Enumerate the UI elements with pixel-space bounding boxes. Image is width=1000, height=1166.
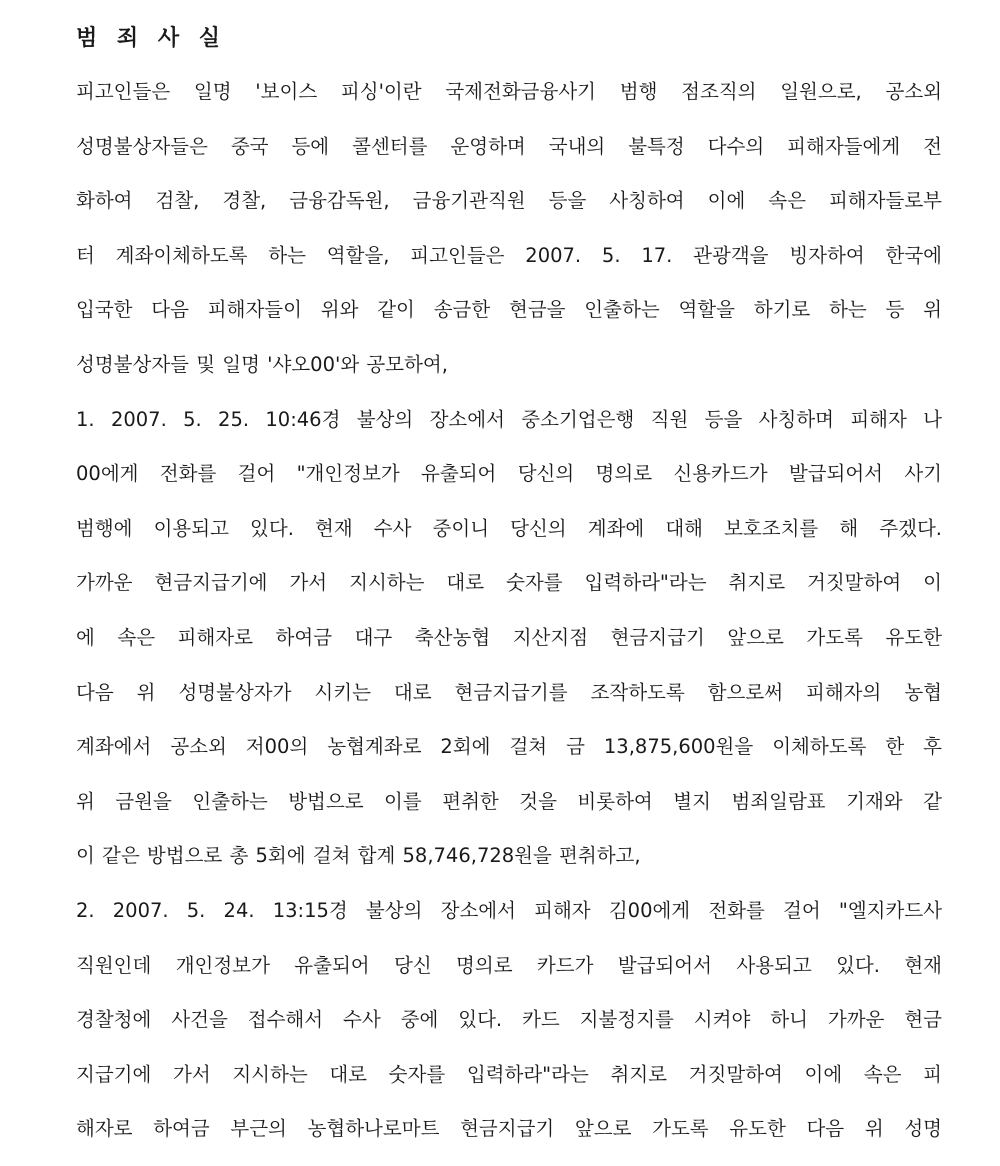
text-line: 가까운 현금지급기에 가서 지시하는 대로 숫자를 입력하라"라는 취지로 거짓말하여 이: [76, 571, 942, 595]
text-line: 직원인데 개인정보가 유출되어 당신 명의로 카드가 발급되어서 사용되고 있다. 현재: [76, 953, 942, 977]
text-line: 지급기에 가서 지시하는 대로 숫자를 입력하라"라는 취지로 거짓말하여 이에 속은 피: [76, 1062, 942, 1086]
text-line: 위 금원을 인출하는 방법으로 이를 편취한 것을 비롯하여 별지 범죄일람표 기재와 같: [76, 789, 942, 813]
text-line: 범행에 이용되고 있다. 현재 수사 중이니 당신의 계좌에 대해 보호조치를 해 주겠다.: [76, 516, 942, 540]
body-text: [76, 70, 942, 1162]
text-line: 성명불상자들은 중국 등에 콜센터를 운영하며 국내의 불특정 다수의 피해자들에게 전: [76, 134, 942, 158]
text-line: 해자로 하여금 부근의 농협하나로마트 현금지급기 앞으로 가도록 유도한 다음 위 성명: [76, 1117, 942, 1141]
section-heading: 범 죄 사 실: [76, 26, 226, 51]
text-line: 경찰청에 사건을 접수해서 수사 중에 있다. 카드 지불정지를 시켜야 하니 가까운 현금: [76, 1008, 942, 1032]
text-line: 성명불상자들 및 일명 '샤오00'와 공모하여,: [76, 352, 448, 376]
text-line: 입국한 다음 피해자들이 위와 같이 송금한 현금을 인출하는 역할을 하기로 하는 등 위: [76, 298, 942, 322]
text-line: 화하여 검찰, 경찰, 금융감독원, 금융기관직원 등을 사칭하여 이에 속은 피해자들로부: [76, 189, 942, 213]
text-line: 00에게 전화를 걸어 "개인정보가 유출되어 당신의 명의로 신용카드가 발급되어서 사기: [76, 462, 942, 486]
text-line: 에 속은 피해자로 하여금 대구 축산농협 지산지점 현금지급기 앞으로 가도록 유도한: [76, 625, 942, 649]
text-line: 1. 2007. 5. 25. 10:46경 불상의 장소에서 중소기업은행 직원 등을 사칭하며 피해자 나: [76, 407, 942, 431]
text-line: 2. 2007. 5. 24. 13:15경 불상의 장소에서 피해자 김00에게 전화를 걸어 "엘지카드사: [76, 898, 942, 922]
text-line: 이 같은 방법으로 총 5회에 걸쳐 합계 58,746,728원을 편취하고,: [76, 844, 641, 868]
text-line: 피고인들은 일명 '보이스 피싱'이란 국제전화금융사기 범행 점조직의 일원으로, 공소외: [76, 80, 942, 103]
text-line: 계좌에서 공소외 저00의 농협계좌로 2회에 걸쳐 금 13,875,600원을 이체하도록 한 후: [76, 735, 942, 759]
text-line: 터 계좌이체하도록 하는 역할을, 피고인들은 2007. 5. 17. 관광객을 빙자하여 한국에: [76, 243, 942, 267]
text-line: 다음 위 성명불상자가 시키는 대로 현금지급기를 조작하도록 함으로써 피해자의 농협: [76, 680, 942, 704]
